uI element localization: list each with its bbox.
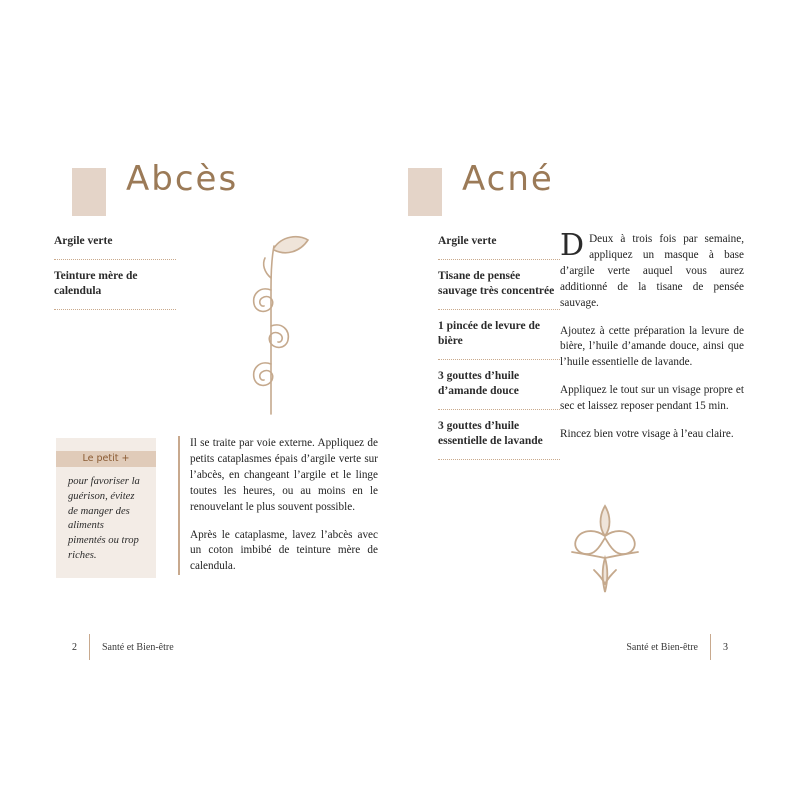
right-ingredient-list — [438, 232, 560, 460]
tip-box — [56, 438, 156, 578]
left-chapter-heading — [72, 159, 239, 216]
list-item: Argile verte — [54, 232, 176, 260]
page-number: 3 — [723, 641, 728, 653]
paragraph: Après le cataplasme, lavez l’abcès avec un coton imbibé de teinture mère de calendula. — [190, 528, 378, 573]
heading-swatch — [72, 168, 106, 216]
footer-label: Santé et Bien-être — [626, 641, 698, 653]
heading-swatch — [408, 168, 442, 216]
left-page-footer — [72, 634, 174, 660]
list-item: 3 gouttes d’huile essentielle de lavande — [438, 410, 560, 460]
left-body-text — [178, 436, 378, 575]
tip-text: pour favoriser la guérison, évitez de manger des aliments pimentés ou trop riches. — [68, 476, 140, 562]
paragraph: Deux à trois fois par semaine, appliquez un masque à base d’argile verte auquel vous aurez additionné de la tisane de pensée sauvage. — [560, 233, 744, 309]
page-title: Acné — [462, 159, 554, 199]
left-ingredient-list — [54, 232, 176, 310]
list-item: 1 pincée de levure de bière — [438, 310, 560, 360]
footer-label: Santé et Bien-être — [102, 641, 174, 653]
paragraph-with-dropcap — [560, 228, 744, 312]
list-item: Teinture mère de calendula — [54, 260, 176, 310]
paragraph: Il se traite par voie externe. Appliquez de petits cataplasmes épais d’argile verte sur l’abcès, en changeant l’argile et le linge toutes les heures, ou au moins en le renouvelant le plus souvent possible. — [190, 437, 378, 513]
list-item: Argile verte — [438, 232, 560, 260]
right-chapter-heading — [408, 159, 554, 216]
fleur-de-lys-ornament — [550, 500, 660, 605]
right-body-text — [560, 228, 744, 443]
dropcap: D — [560, 228, 585, 263]
vine-flourish-ornament — [216, 218, 326, 423]
footer-divider — [89, 634, 90, 660]
page-title: Abcès — [126, 159, 239, 199]
right-page — [400, 0, 800, 800]
paragraph: Rincez bien votre visage à l’eau claire. — [560, 428, 734, 441]
right-page-footer — [626, 634, 728, 660]
footer-divider — [710, 634, 711, 660]
paragraph: Ajoutez à cette préparation la levure de bière, l’huile d’amande douce, ainsi que l’huile essentielle de lavande. — [560, 324, 744, 369]
list-item: Tisane de pensée sauvage très concentrée — [438, 260, 560, 310]
list-item: 3 gouttes d’huile d’amande douce — [438, 360, 560, 410]
tip-label: Le petit + — [56, 451, 156, 467]
page-number: 2 — [72, 641, 77, 653]
paragraph: Appliquez le tout sur un visage propre et sec et laissez reposer pendant 15 min. — [560, 384, 744, 413]
